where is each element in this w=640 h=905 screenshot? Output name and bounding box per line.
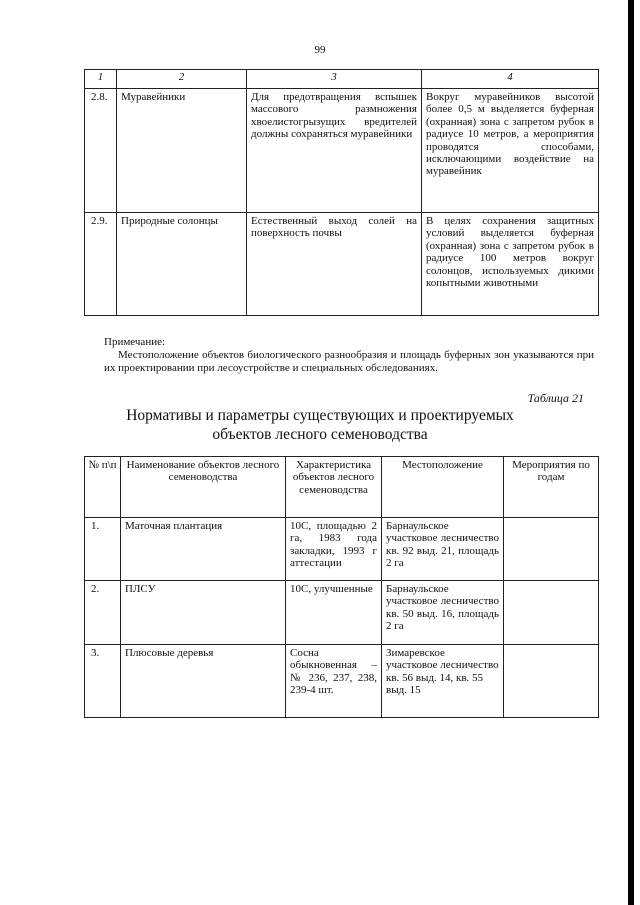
scan-page-edge	[628, 0, 634, 905]
column-header: 2	[117, 70, 247, 89]
object-characteristics: Сосна обыкновенная – № 236, 237, 238, 239-4 шт.	[286, 645, 382, 718]
row-number: 2.9.	[85, 213, 117, 316]
object-location: Барнаульское участковое лесничество кв. 50 выд. 16, площадь 2 га	[382, 581, 504, 645]
column-header: Местоположение	[382, 457, 504, 518]
row-number: 2.8.	[85, 89, 117, 213]
yearly-measures	[504, 645, 599, 718]
object-name: Муравейники	[117, 89, 247, 213]
object-location: Барнаульское участковое лесничество кв. 92 выд. 21, площадь 2 га	[382, 518, 504, 581]
yearly-measures	[504, 518, 599, 581]
protection-measures: Вокруг муравейников высотой более 0,5 м выделяется буферная (охранная) зона с запретом рубок в радиусе 10 метров, а мероприятия проводятся способами, исключающими воздействие на муравейник	[422, 89, 599, 213]
column-header: Характеристика объектов лесного семеноводства	[286, 457, 382, 518]
seed-objects-table	[84, 456, 599, 718]
table-row	[85, 518, 599, 581]
object-name: Природные солонцы	[117, 213, 247, 316]
table-label: Таблица 21	[527, 391, 584, 405]
table-row	[85, 213, 599, 316]
object-location: Зимаревское участковое лесничество кв. 56 выд. 14, кв. 55 выд. 15	[382, 645, 504, 718]
table-title: Нормативы и параметры существующих и проектируемых объектов лесного семеноводства	[126, 407, 514, 443]
object-name: Маточная плантация	[121, 518, 286, 581]
column-header: № п\п	[85, 457, 121, 518]
object-characteristics: 10С, улучшенные	[286, 581, 382, 645]
protection-measures: В целях сохранения защитных условий выделяется буферная (охранная) зона с запретом рубок в радиусе 100 метров вокруг солонцов, используемых дикими копытными животными	[422, 213, 599, 316]
table-row	[85, 645, 599, 718]
row-number: 2.	[85, 581, 121, 645]
column-header: Мероприятия по годам	[504, 457, 599, 518]
table-row	[85, 581, 599, 645]
biodiversity-objects-table	[84, 69, 599, 316]
table-row	[85, 89, 599, 213]
object-description: Естественный выход солей на поверхность почвы	[247, 213, 422, 316]
object-name: ПЛСУ	[121, 581, 286, 645]
page-number: 99	[314, 44, 326, 56]
object-characteristics: 10С, площадью 2 га, 1983 года закладки, 1993 г аттестации	[286, 518, 382, 581]
table-header-row	[85, 70, 599, 89]
column-header: 1	[85, 70, 117, 89]
note-text: Местоположение объектов биологического разнообразия и площадь буферных зон указываются при их проектировании при лесоустройстве и специальных обследованиях.	[104, 349, 594, 374]
note-title: Примечание:	[104, 336, 166, 348]
row-number: 1.	[85, 518, 121, 581]
column-header: 4	[422, 70, 599, 89]
yearly-measures	[504, 581, 599, 645]
column-header: 3	[247, 70, 422, 89]
column-header: Наименование объектов лесного семеноводства	[121, 457, 286, 518]
row-number: 3.	[85, 645, 121, 718]
object-name: Плюсовые деревья	[121, 645, 286, 718]
object-description: Для предотвращения вспышек массового размножения хвоелистогрызущих вредителей должны сохраняться муравейники	[247, 89, 422, 213]
table-header-row	[85, 457, 599, 518]
